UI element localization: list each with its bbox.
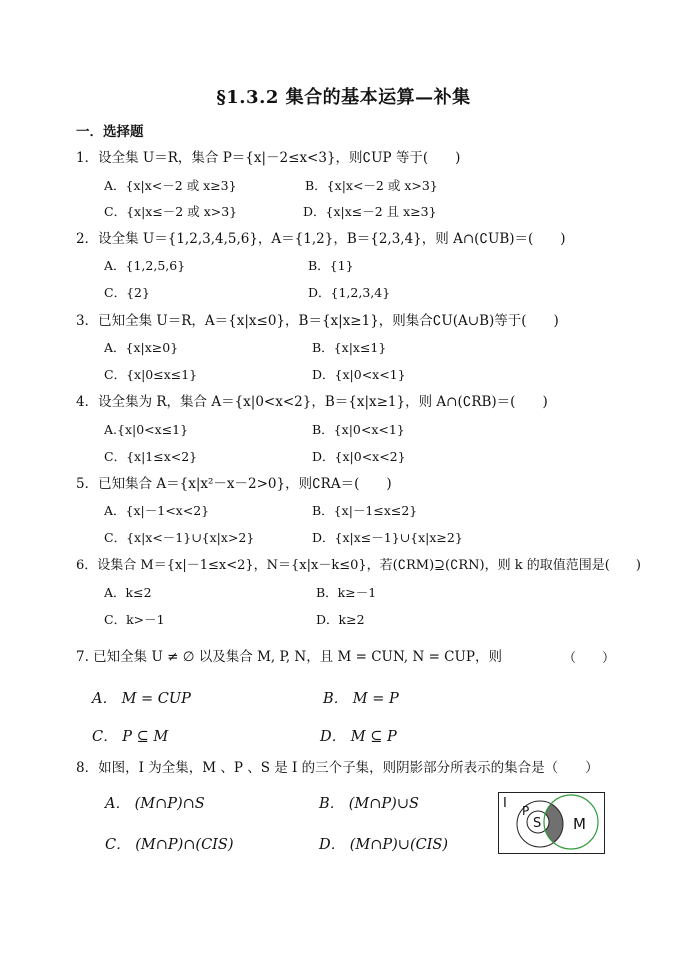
question-2-option-a: A．{1,2,5,6} <box>104 258 186 273</box>
question-6-option-d: D．k≥2 <box>316 612 365 627</box>
question-6-option-b: B．k≥－1 <box>316 585 377 600</box>
question-3-option-c: C．{x|0≤x≤1} <box>104 367 198 382</box>
question-6-option-c: C．k>－1 <box>104 612 165 627</box>
question-2-stem: 2．设全集 U＝{1,2,3,4,5,6}，A＝{1,2}，B＝{2,3,4}，则 A∩(∁UB)＝( ) <box>76 231 566 247</box>
question-2-option-b: B．{1} <box>308 258 354 273</box>
question-3-option-b: B．{x|x≤1} <box>312 340 387 355</box>
question-1-stem: 1．设全集 U＝R，集合 P＝{x|－2≤x<3}，则∁UP 等于( ) <box>76 150 461 166</box>
venn-diagram <box>498 792 605 854</box>
question-4-option-c: C．{x|1≤x<2} <box>104 449 198 464</box>
question-8-option-d: D． (M∩P)∪(CIS) <box>319 837 449 853</box>
question-1-option-c: C．{x|x≤－2 或 x>3} <box>104 204 238 219</box>
page-title: §1.3.2 集合的基本运算—补集 <box>216 87 471 108</box>
question-5-option-c: C．{x|x<－1}∪{x|x>2} <box>104 530 255 545</box>
question-8-option-b: B． (M∩P)∪S <box>319 796 419 812</box>
question-5-option-a: A．{x|－1<x<2} <box>104 503 210 518</box>
section-heading: 一．选择题 <box>76 124 144 140</box>
question-6-option-a: A．k≤2 <box>104 585 152 600</box>
question-1-option-a: A．{x|x<－2 或 x≥3} <box>104 178 237 193</box>
question-8-option-c: C． (M∩P)∩(CIS) <box>105 837 234 853</box>
label-m: M <box>573 815 586 833</box>
question-3-option-d: D．{x|0<x<1} <box>312 367 406 382</box>
question-5-stem: 5．已知集合 A＝{x|x²－x－2>0}，则∁RA＝( ) <box>76 476 392 492</box>
question-6-stem: 6．设集合 M＝{x|－1≤x<2}，N＝{x|x－k≤0}，若(∁RM)⊇(∁RN)，则 k 的取值范围是( ) <box>76 558 641 573</box>
label-i: I <box>503 796 507 811</box>
question-7-option-b: B． M = P <box>323 691 399 707</box>
label-s: S <box>533 816 542 831</box>
question-7-option-c: C． P ⊆ M <box>92 729 169 745</box>
question-4-option-d: D．{x|0<x<2} <box>312 449 406 464</box>
question-8-option-a: A． (M∩P)∩S <box>105 796 205 812</box>
question-7-stem: 7. 已知全集 U ≠ ∅ 以及集合 M, P, N，且 M = CUN, N = CUP，则 <box>76 649 502 665</box>
question-1-option-d: D．{x|x≤－2 且 x≥3} <box>303 204 437 219</box>
question-1-option-b: B．{x|x<－2 或 x>3} <box>305 178 438 193</box>
question-3-option-a: A．{x|x≥0} <box>104 340 179 355</box>
question-5-option-b: B．{x|－1≤x≤2} <box>312 503 418 518</box>
question-7-answer-paren: （ ） <box>563 651 616 666</box>
question-2-option-c: C．{2} <box>104 285 150 300</box>
question-5-option-d: D．{x|x≤－1}∪{x|x≥2} <box>312 530 463 545</box>
question-4-option-b: B．{x|0<x<1} <box>312 422 405 437</box>
question-7-option-d: D． M ⊆ P <box>320 729 397 745</box>
question-7-option-a: A． M = CUP <box>92 691 191 707</box>
question-8-stem: 8．如图，I 为全集，M 、P 、S 是 I 的三个子集，则阴影部分所表示的集合是（ ） <box>76 760 599 776</box>
question-2-option-d: D．{1,2,3,4} <box>308 285 391 300</box>
question-4-option-a: A.{x|0<x≤1} <box>104 422 189 437</box>
label-p: P <box>522 804 530 818</box>
question-3-stem: 3．已知全集 U＝R，A＝{x|x≤0}，B＝{x|x≥1}，则集合∁U(A∪B)等于( ) <box>76 313 559 329</box>
question-4-stem: 4．设全集为 R，集合 A＝{x|0<x<2}，B＝{x|x≥1}，则 A∩(∁RB)＝( ) <box>76 394 548 410</box>
